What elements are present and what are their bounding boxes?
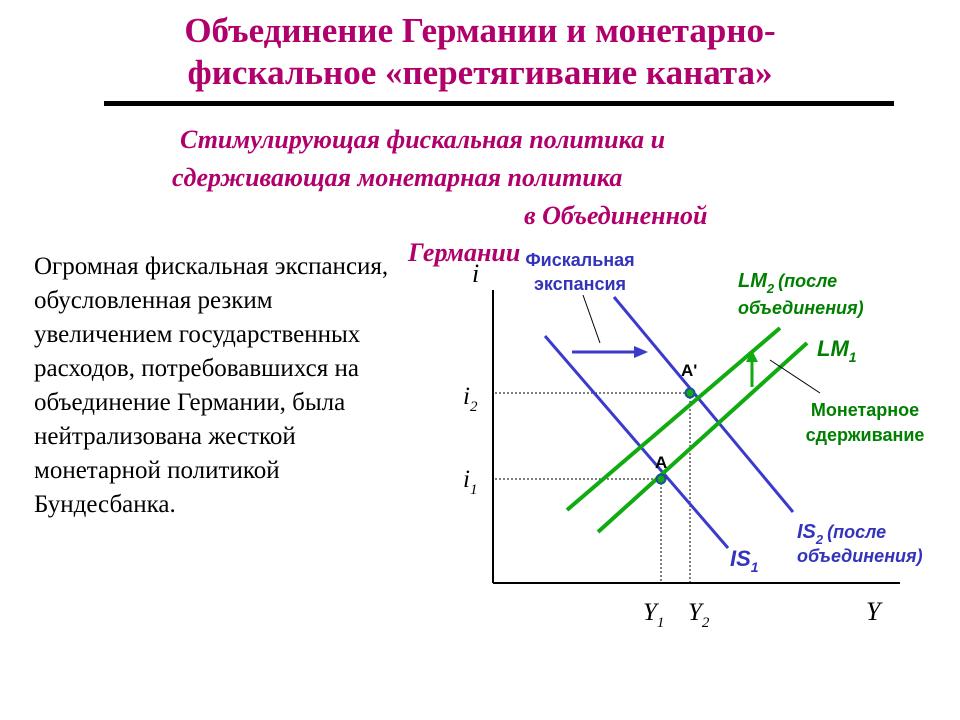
fiscal-expansion-label-2: экспансия [533,274,627,294]
subtitle-line-1: Стимулирующая фискальная политика и [180,125,666,154]
subtitle-line-4: Германии [408,238,521,267]
y2-label: $Y_2$ [688,599,710,631]
title-line-2: фискальное «перетягивание каната» [187,53,773,92]
lm2-note: объединения) [738,298,864,318]
lm1-label: $LM_1$ [817,336,857,365]
lm2-label: $LM_2$ (после [738,270,838,296]
monetary-restraint-label-2: сдерживание [805,425,925,445]
is2-curve [614,297,793,512]
subtitle-line-3: в Объединенной [524,201,708,230]
axis-y-label: i [472,259,480,288]
subtitle-line-2: сдерживающая монетарная политика [172,163,623,192]
title-line-1: Объединение Германии и монетарно- [184,11,776,50]
point-a-marker [657,475,666,484]
is2-note: объединения) [797,546,923,566]
point-a-prime-label: A' [681,361,698,380]
body-paragraph: Огромная фискальная экспансия, обусловленная резким увеличением государственных расходов, потребовавшихся на объединение Германии, была нейтрализована жесткой монетарной политикой Бундесбанка. [34,253,389,518]
i1-label: $i_1$ [463,466,478,498]
axis-x-label: Y [866,597,881,626]
point-a-label: A [655,453,668,472]
is2-label: $IS_2$ (после [797,521,887,547]
monetary-callout-line [770,360,820,393]
y1-label: $Y_1$ [643,599,665,631]
i2-label: $i_2$ [463,383,478,415]
is1-curve [545,336,728,548]
fiscal-callout-line [583,295,600,343]
point-a-prime-marker [686,389,695,398]
is1-label: $IS_1$ [730,546,759,575]
monetary-restraint-label-1: Монетарное [810,400,920,420]
lm1-curve [598,343,807,532]
fiscal-expansion-label-1: Фискальная [525,250,635,270]
fiscal-arrow-head [634,346,648,358]
